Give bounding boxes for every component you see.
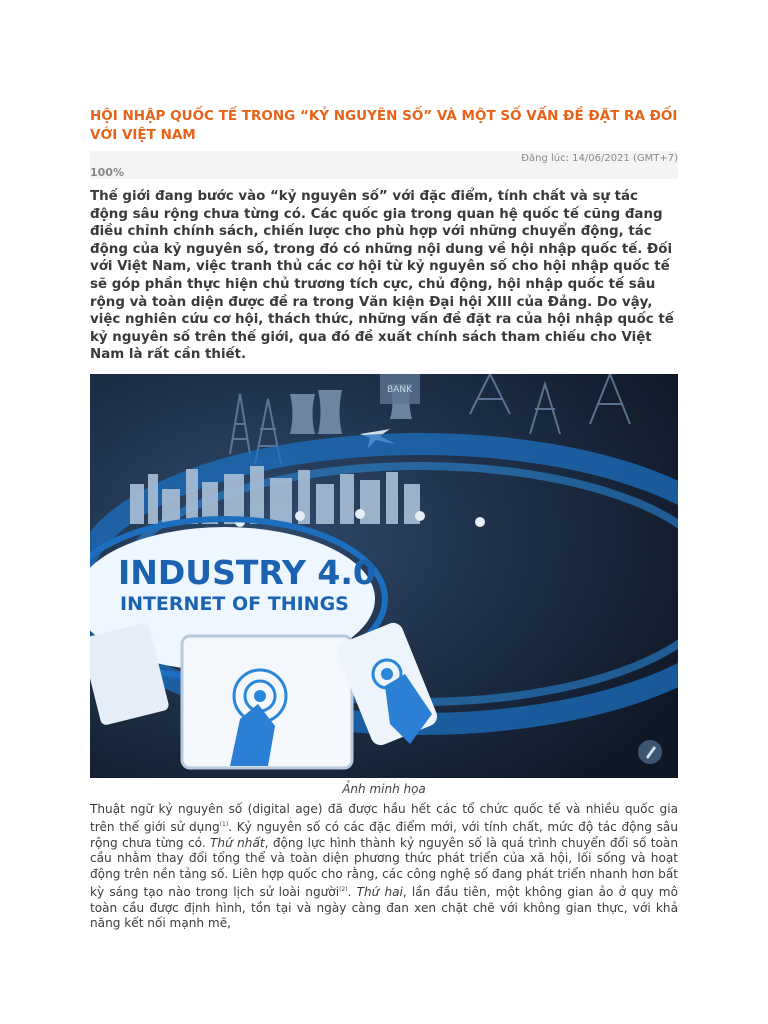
tablet-icon	[182, 636, 352, 768]
bank-label: BANK	[387, 385, 412, 395]
footnote-1: (1)	[219, 821, 229, 829]
footnote-2: (2)	[339, 886, 348, 894]
body-text-1: Thuật ngữ kỷ nguyên số (digital age) đã được hầu hết các tổ chức quốc tế và nhiều quốc gia trên thế giới sử dụng	[90, 802, 678, 835]
article-lead: Thế giới đang bước vào “kỷ nguyên số” với đặc điểm, tính chất và sự tác động sâu rộng chưa từng có. Các quốc gia trong quan hệ quốc tế cũng đang điều chỉnh chính sách, chiến lược cho phù hợp với những chuyển động, tác động của kỷ nguyên số, trong đó có những nội dung về hội nhập quốc tế. Đối với Việt Nam, việc tranh thủ các cơ hội từ kỷ nguyên số cho hội nhập quốc tế sẽ góp phần thực hiện chủ trương tích cực, chủ động, hội nhập quốc tế sâu rộng và toàn diện được đề ra trong Văn kiện Đại hội XIII của Đảng. Do vậy, việc nghiên cứu cơ hội, thách thức, những vấn đề đặt ra của hội nhập quốc tế kỷ nguyên số trên thế giới, qua đó đề xuất chính sách tham chiếu cho Việt Nam là rất cần thiết.	[90, 189, 674, 363]
emphasis-second: Thứ hai	[356, 885, 403, 900]
body-text-4: .	[347, 885, 357, 900]
body-text-3: , động lực hình thành kỷ nguyên số là quá trình chuyển đổi số toàn cầu nhằm thay đổi tổng thể và toàn diện phương thức phát triển của xã hội, lối sống và hoạt động trên nền tảng số. Liên hợp quốc cho rằng, các công nghệ số đang phát triển nhanh hơn bất kỳ sáng tạo nào trong lịch sử loài người	[90, 835, 678, 900]
article-title: HỘI NHẬP QUỐC TẾ TRONG “KỶ NGUYÊN SỐ” VÀ MỘT SỐ VẤN ĐỀ ĐẶT RA ĐỐI VỚI VIỆT NAM	[90, 108, 678, 143]
zoom-level: 100%	[90, 166, 124, 179]
posted-date: Đăng lúc: 14/06/2021 (GMT+7)	[521, 153, 678, 164]
image-text-line1: INDUSTRY 4.0	[118, 553, 376, 592]
illustration-image	[90, 374, 678, 778]
body-text-2: . Kỷ nguyên số có các đặc điểm mới, với tính chất, mức độ tác động sâu rộng chưa từng có.	[90, 820, 678, 850]
industry-iot-illustration	[90, 374, 678, 778]
body-text-5: , lần đầu tiên, một không gian ảo ở quy mô toàn cầu được định hình, tồn tại và ngày càng đan xen chặt chẽ với không gian thực, với khả năng kết nối mạnh mẽ,	[90, 885, 678, 930]
image-text-line2: INTERNET OF THINGS	[120, 593, 349, 615]
emphasis-first: Thứ nhất	[210, 835, 265, 850]
article-body	[90, 802, 678, 931]
image-caption: Ảnh minh họa	[342, 782, 426, 796]
